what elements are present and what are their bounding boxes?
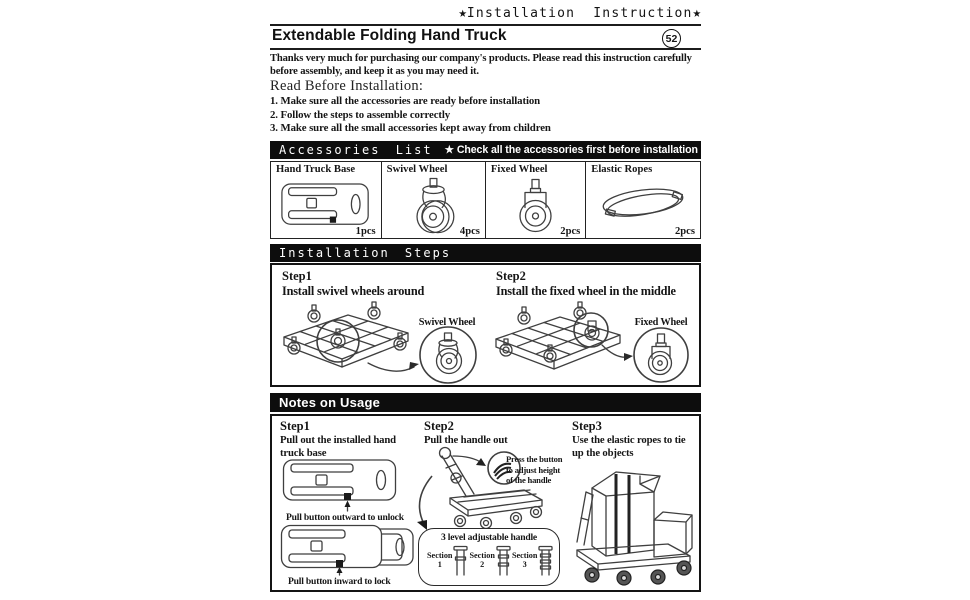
installation-bar-title: Installation Steps: [279, 245, 452, 260]
callout-label: Swivel Wheel: [418, 317, 476, 328]
accessory-name: Swivel Wheel: [386, 164, 448, 175]
unlock-caption: Pull button outward to unlock: [286, 512, 404, 523]
step-description: Use the elastic ropes to tie up the objects: [572, 434, 686, 459]
accessory-name: Hand Truck Base: [276, 164, 356, 175]
accessory-cell-hand-truck-base: [271, 162, 382, 238]
step-label: Step2: [424, 419, 454, 433]
accessory-qty: 2pcs: [560, 226, 581, 237]
handle-section-2: [469, 545, 511, 577]
accessory-qty: 4pcs: [459, 226, 480, 237]
note-line: 2. Follow the steps to assemble correctly: [270, 108, 451, 121]
step-description: Pull out the installed hand truck base: [280, 434, 396, 459]
accessory-cell-swivel-wheel: [382, 162, 486, 238]
curved-arrow-icon: [410, 474, 436, 532]
hand-truck-base-icon: [280, 181, 372, 231]
accessories-bar-title: Accessories List: [279, 142, 433, 157]
swivel-wheel-icon: [410, 177, 456, 237]
dolly-fixed-wheel-diagram: [490, 301, 696, 387]
star-icon: ★: [692, 5, 701, 21]
section-label: Section 2: [469, 551, 495, 569]
tagline-text: Installation Instruction: [466, 6, 693, 21]
accessories-table: [270, 161, 701, 239]
dolly-swivel-wheels-diagram: [276, 301, 484, 387]
accessory-name: Elastic Ropes: [591, 164, 653, 175]
step1-diagram-wrap: [276, 301, 484, 392]
handle-level-icon: [453, 545, 469, 577]
extended-base-diagram: [280, 524, 416, 576]
title-rule-bottom: [270, 48, 701, 50]
accessories-bar-note: ★ Check all the accessories first before installation: [444, 143, 698, 156]
page-title: Extendable Folding Hand Truck: [272, 27, 507, 44]
accessory-cell-elastic-ropes: [586, 162, 700, 238]
usage-step1-column: [280, 416, 422, 590]
step-label: Step1: [280, 419, 310, 433]
installation-steps-bar: [270, 244, 701, 262]
usage-bar-title: Notes on Usage: [279, 395, 381, 410]
folded-base-diagram: [282, 458, 402, 512]
notes-on-usage-box: [270, 414, 701, 592]
step-description: Install swivel wheels around: [282, 284, 425, 298]
page-number: 52: [665, 32, 678, 45]
installation-step2: [490, 265, 696, 385]
pre-install-notes: [270, 95, 702, 136]
section-label: Section 1: [427, 551, 453, 569]
step-label: Step1: [282, 269, 312, 283]
loaded-cart-diagram: [572, 458, 696, 586]
callout-label: Fixed Wheel: [634, 317, 688, 328]
handle-level-icon: [496, 545, 512, 577]
page-tagline: [270, 5, 701, 21]
note-line: 3. Make sure all the small accessories kept away from children: [270, 122, 551, 135]
intro-paragraph: Thanks very much for purchasing our company's products. Please read this instruction carefully before assembly, and keep it as you may need it.: [270, 53, 692, 77]
handle-section-1: [427, 545, 469, 577]
handle-section-3: [512, 545, 554, 577]
handle-sections-row: [419, 543, 559, 577]
star-icon: ★: [458, 5, 467, 21]
step-description: Install the fixed wheel in the middle: [496, 284, 676, 298]
usage-step3-column: [572, 416, 698, 590]
page-number-badge: [662, 29, 681, 48]
step-description: Pull the handle out: [424, 434, 508, 446]
installation-steps-box: [270, 263, 701, 387]
handle-box-title: 3 level adjustable handle: [440, 532, 537, 543]
usage-step2-column: [424, 416, 566, 590]
elastic-ropes-icon: [593, 183, 693, 225]
section-label: Section 3: [511, 551, 538, 569]
accessory-cell-fixed-wheel: [486, 162, 586, 238]
step2-diagram-wrap: [490, 301, 696, 392]
lock-caption: Pull button inward to lock: [288, 576, 391, 587]
adjustable-handle-box: [418, 528, 560, 586]
press-button-note: Press the button to adjust height of the handle: [506, 454, 563, 485]
accessory-qty: 1pcs: [355, 226, 376, 237]
title-rule-top: [270, 24, 701, 26]
step-label: Step3: [572, 419, 602, 433]
accessory-qty: 2pcs: [674, 226, 695, 237]
step-label: Step2: [496, 269, 526, 283]
accessories-list-bar: [270, 141, 701, 159]
accessory-name: Fixed Wheel: [490, 164, 548, 175]
installation-step1: [276, 265, 488, 385]
notes-on-usage-bar: [270, 393, 701, 412]
fixed-wheel-icon: [515, 178, 557, 236]
handle-level-icon: [538, 545, 554, 577]
read-before-heading: Read Before Installation:: [270, 78, 424, 94]
note-line: 1. Make sure all the accessories are ready before installation: [270, 95, 541, 107]
